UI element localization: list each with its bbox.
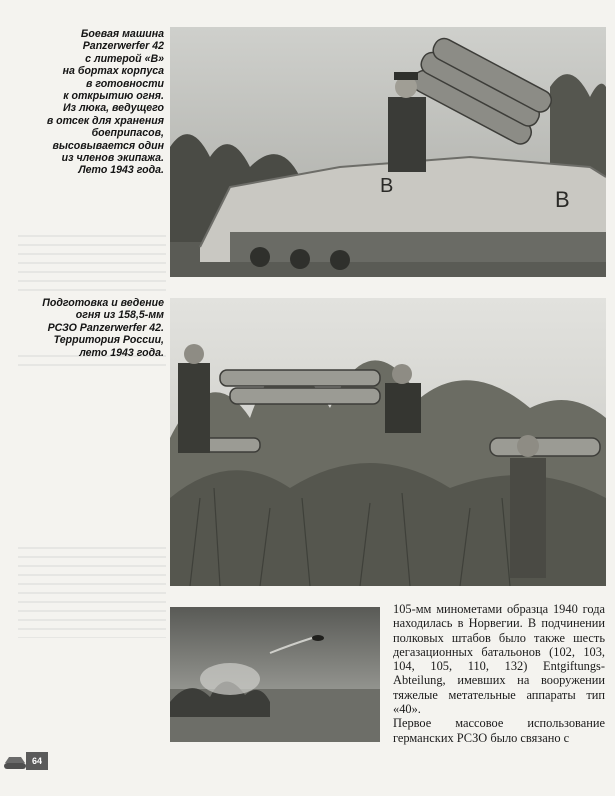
photo-crew-loading-launcher — [170, 298, 606, 586]
svg-text:B: B — [380, 175, 394, 197]
show-through-text — [18, 228, 166, 298]
photo-panzerwerfer-vehicle — [170, 27, 606, 277]
tank-silhouette-icon — [3, 749, 27, 771]
svg-text:B: B — [555, 187, 570, 212]
middle-photo-caption: Подготовка и ведение огня из 158,5-мм РСЗО Panzerwerfer 42. Территория России, лето 1943 года. — [42, 297, 164, 359]
top-photo-caption: Боевая машина Panzerwerfer 42 с литерой «B» на бортах корпуса в готовности к открытию огня. Из люка, ведущего в отсек для хранения боеприпасов, высовывается один из членов экипажа. Лето 1943 года. — [46, 28, 164, 177]
body-text-column: 105-мм минометами образца 1940 года находилась в Норвегии. В подчинении полковых штабов было также шесть дегазационных батальонов (102, 103, 104, 105, 110, 132) Entgiftungs-Abteilung, имевших на вооружении тяжелые метательные аппараты тип «40». Первое массовое использование германских РСЗО было связано с — [393, 602, 605, 745]
show-through-text — [18, 540, 166, 638]
photo-rocket-in-flight — [170, 607, 380, 742]
page-number: 64 — [26, 752, 48, 770]
